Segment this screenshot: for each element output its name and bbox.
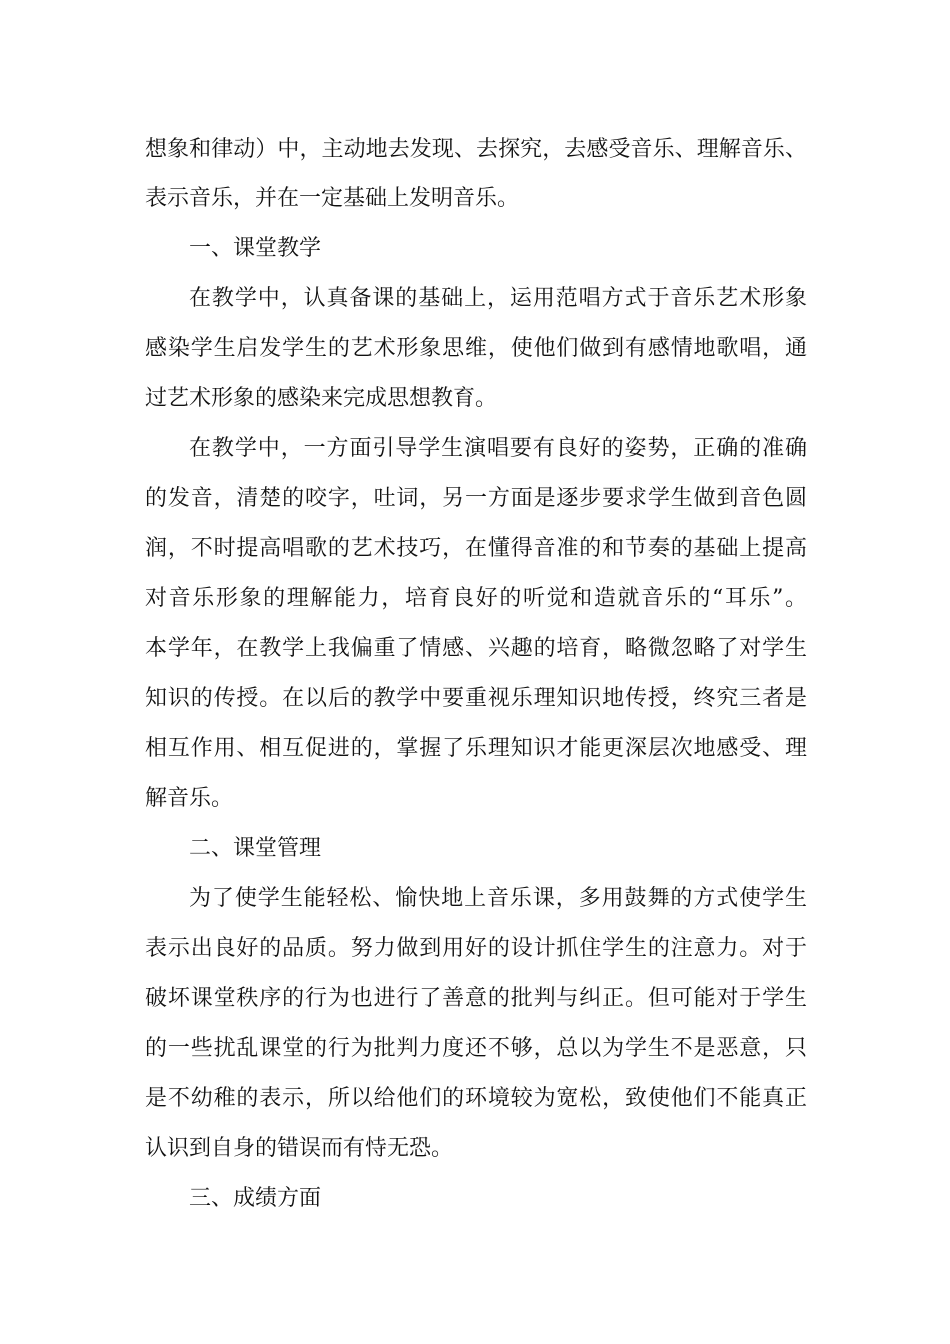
text-line: 对音乐形象的理解能力，培育良好的听觉和造就音乐的“耳乐”。 [145,586,807,611]
text-line: 解音乐。 [145,786,234,811]
section-heading: 三、成绩方面 [189,1186,322,1211]
text-line: 的一些扰乱课堂的行为批判力度还不够，总以为学生不是恶意，只 [145,1036,807,1061]
text-line: 认识到自身的错误而有恃无恐。 [145,1136,454,1161]
text-line: 在教学中，一方面引导学生演唱要有良好的姿势，正确的准确 [189,436,807,461]
text-line: 为了使学生能轻松、愉快地上音乐课，多用鼓舞的方式使学生 [189,886,807,911]
section-heading: 二、课堂管理 [189,836,322,861]
text-line: 知识的传授。在以后的教学中要重视乐理知识地传授，终究三者是 [145,686,807,711]
text-line: 相互作用、相互促进的，掌握了乐理知识才能更深层次地感受、理 [145,736,807,761]
text-line: 在教学中，认真备课的基础上，运用范唱方式于音乐艺术形象 [189,286,807,311]
text-line: 想象和律动）中，主动地去发现、去探究，去感受音乐、理解音乐、 [145,137,807,162]
text-line: 润，不时提高唱歌的艺术技巧，在懂得音准的和节奏的基础上提高 [145,536,807,561]
text-line: 表示音乐，并在一定基础上发明音乐。 [145,186,520,211]
text-line: 感染学生启发学生的艺术形象思维，使他们做到有感情地歌唱，通 [145,336,807,361]
text-line: 是不幼稚的表示，所以给他们的环境较为宽松，致使他们不能真正 [145,1086,807,1111]
text-line: 的发音，清楚的咬字，吐词，另一方面是逐步要求学生做到音色圆 [145,486,807,511]
text-line: 破坏课堂秩序的行为也进行了善意的批判与纠正。但可能对于学生 [145,986,807,1011]
section-heading: 一、课堂教学 [189,236,322,261]
text-line: 过艺术形象的感染来完成思想教育。 [145,386,498,411]
text-line: 表示出良好的品质。努力做到用好的设计抓住学生的注意力。对于 [145,936,807,961]
text-line: 本学年，在教学上我偏重了情感、兴趣的培育，略微忽略了对学生 [145,636,807,661]
